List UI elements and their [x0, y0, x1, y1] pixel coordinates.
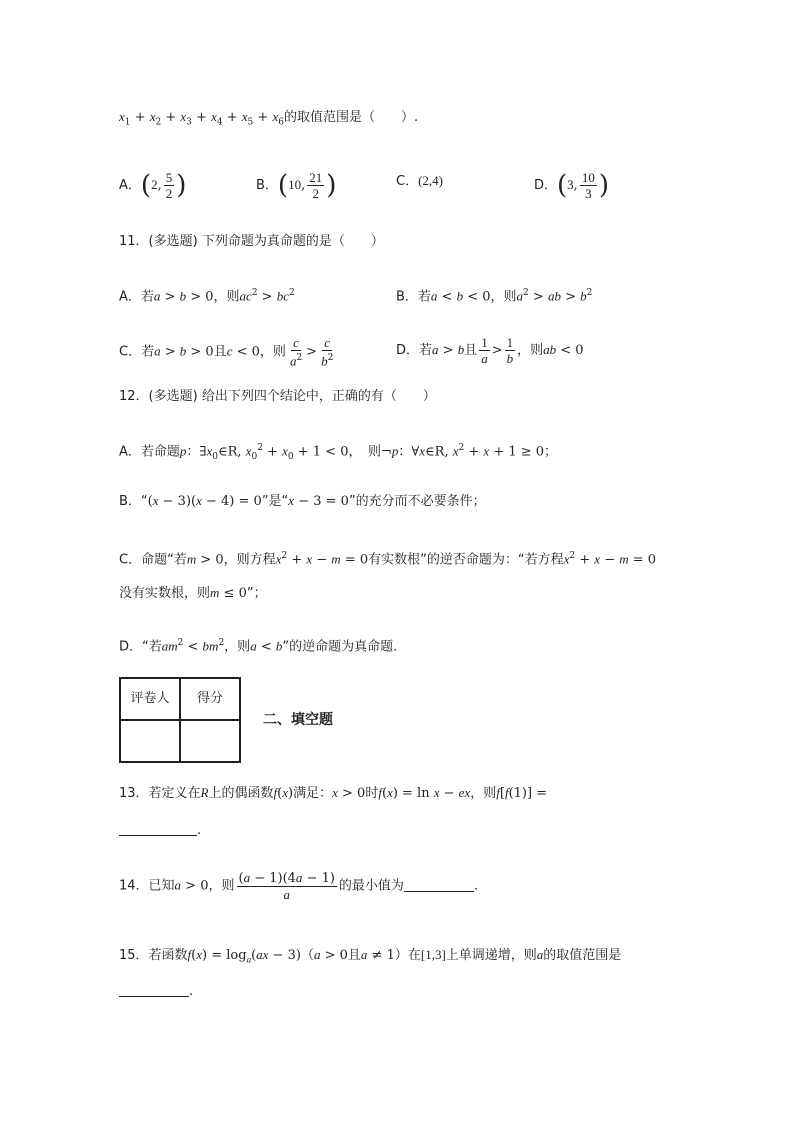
q11-option-b[interactable]: B．若a < b < 0，则$a^2$ > ab > $b^2$: [396, 288, 593, 305]
score-table: [119, 677, 241, 763]
q13-answer-line: .: [119, 822, 201, 840]
score-cell-grader[interactable]: [120, 720, 180, 762]
q11-option-d[interactable]: D．若a > b且 $\frac{1}{a}$ > $\frac{1}{b}$ ，则ab < 0: [396, 335, 584, 366]
q12-option-a[interactable]: A．若命题p：$\exists x_0\in R$, $x_0^2 + x_0 + 1 < 0$， 则¬p：∀x∈R, $x^2 + x + 1 \ge 0$；: [119, 443, 558, 462]
q14-stem: 14．已知a > 0，则 $\frac{(a - 1)(4a - 1)}{a}$ 的最小值为 .: [119, 870, 479, 902]
q15-answer-blank[interactable]: [119, 996, 189, 997]
q14-answer-blank[interactable]: [404, 891, 474, 892]
q10-option-a[interactable]: A．(2, $\frac{5}{2}$ ): [119, 170, 187, 201]
q11-stem: 11．(多选题) 下列命题为真命题的是（ ）: [119, 234, 384, 249]
q13-stem: 13．若定义在R上的偶函数f(x)满足：x > 0时f(x) = ln x − ex，则f[f(1)] =: [119, 785, 548, 801]
q12-stem: 12．(多选题) 给出下列四个结论中，正确的有（ ）: [119, 389, 436, 404]
q12-option-b[interactable]: B．“(x − 3)(x − 4) = 0”是“x − 3 = 0”的充分而不必要条件；: [119, 493, 486, 509]
q13-answer-blank[interactable]: [119, 835, 197, 836]
q10-stem-text: 的取值范围是（ ）.: [283, 110, 419, 125]
q10-option-b[interactable]: B．(10, $\frac{21}{2}$ ): [256, 170, 337, 201]
score-header-score: 得分: [180, 678, 240, 720]
section-title: 二、填空题: [263, 712, 333, 728]
score-header-grader: 评卷人: [120, 678, 180, 720]
q12-option-c-line2: 没有实数根，则m ≤ 0”；: [119, 585, 267, 601]
q12-option-c[interactable]: C．命题“若m > 0，则方程$x^2 + x - m = 0$有实数根”的逆否命题为：“若方程$x^2 + x - m = 0$: [119, 551, 657, 568]
q10-option-c[interactable]: C．(2,4): [396, 173, 443, 189]
q11-option-a[interactable]: A．若a > b > 0，则$ac^2 > bc^2$: [119, 288, 295, 305]
q10-option-d[interactable]: D．(3, $\frac{10}{3}$ ): [534, 170, 609, 201]
q12-option-d[interactable]: D．“若$am^2 < bm^2$，则a < b”的逆命题为真命题.: [119, 638, 398, 655]
q11-option-c[interactable]: C．若a > b > 0且c < 0，则 $\frac{c}{a^2}$ > $\frac{c}{b^2}$: [119, 335, 334, 369]
q10-stem: $x_1 + x_2 + x_3 + x_4 + x_5 + x_6$的取值范围是（ ）.: [119, 109, 419, 128]
q15-answer-line: .: [119, 983, 193, 1001]
q15-stem: 15．若函数$f(x) = \log_a(ax - 3)(a > 0$且a ≠ 1）在[1,3]上单调递增，则a的取值范围是: [119, 947, 622, 965]
score-cell-score[interactable]: [180, 720, 240, 762]
